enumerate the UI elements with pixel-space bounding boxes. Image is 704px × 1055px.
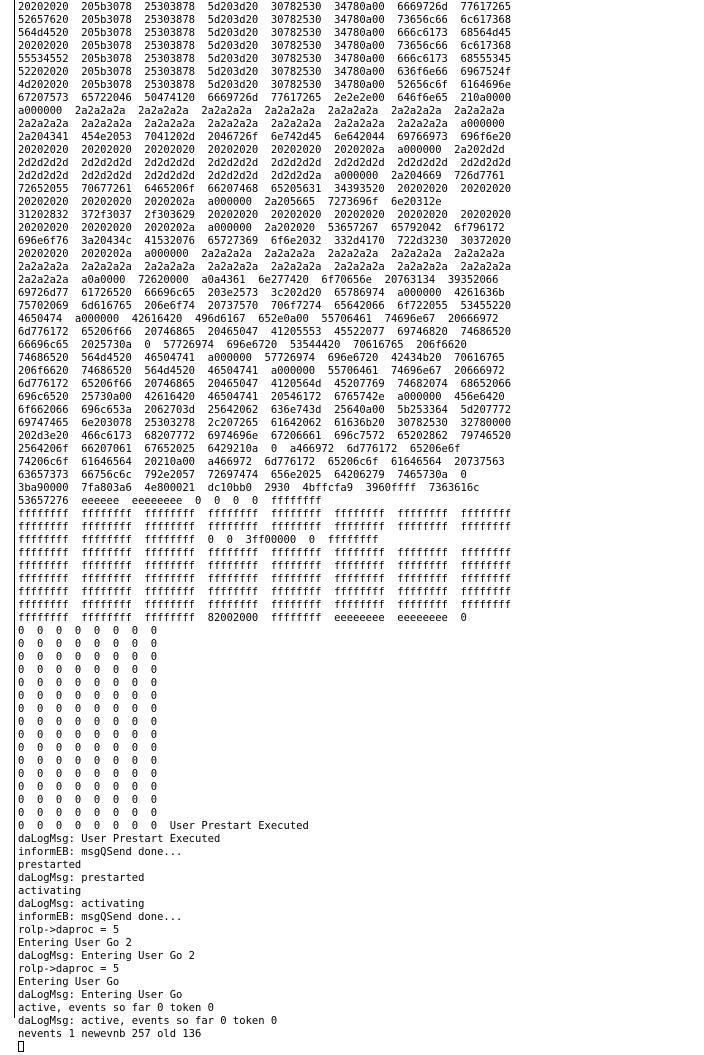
terminal-line: ffffffff ffffffff ffffffff ffffffff ffffffff ffffffff ffffffff ffffffff (18, 573, 512, 585)
terminal-line: 2a204341 454e2053 7041202d 2046726f 6e742d45 6e642044 69766973 696f6e20 (18, 131, 512, 143)
terminal-line: 69726d77 61726520 66696c65 203e2573 3c202d20 65786974 a000000 4261636b (18, 287, 505, 299)
terminal-line: 52202020 205b3078 25303878 5d203d20 30782530 34780a00 636f6e66 6967524f (18, 66, 512, 78)
terminal-line: ffffffff ffffffff ffffffff ffffffff ffffffff ffffffff ffffffff ffffffff (18, 586, 512, 598)
terminal-line: 20202020 20202020 2020202a a000000 2a202020 53657267 65792042 6f796172 (18, 222, 505, 234)
terminal-line: 2d2d2d2d 2d2d2d2d 2d2d2d2d 2d2d2d2d 2d2d2d2d 2d2d2d2d 2d2d2d2d 2d2d2d2d (18, 157, 512, 169)
terminal-line: 75702069 6d616765 206e6f74 20737570 706f7274 65642066 6f722055 53455220 (18, 300, 512, 312)
terminal-prompt-line[interactable] (18, 1041, 704, 1054)
terminal-line: daLogMsg: prestarted (18, 872, 145, 884)
terminal-line: 2d2d2d2d 2d2d2d2d 2d2d2d2d 2d2d2d2d 2d2d2d2a a000000 2a204669 726d7761 (18, 170, 505, 182)
terminal-line: 0 0 0 0 0 0 0 0 (18, 625, 158, 637)
terminal-line: ffffffff ffffffff ffffffff ffffffff ffffffff ffffffff ffffffff ffffffff (18, 560, 512, 572)
terminal-line: informEB: msgQSend done... (18, 911, 183, 923)
terminal-line: ffffffff ffffffff ffffffff 82002000 ffffffff eeeeeeee eeeeeeee 0 (18, 612, 467, 624)
terminal-line: 0 0 0 0 0 0 0 0 (18, 742, 158, 754)
terminal-line: 0 0 0 0 0 0 0 0 (18, 807, 158, 819)
terminal-line: 0 0 0 0 0 0 0 0 (18, 794, 158, 806)
terminal-line: nevents 1 newevnb 257 old 136 (18, 1028, 202, 1040)
terminal-line: rolp->daproc = 5 (18, 924, 120, 936)
terminal-line: 20202020 20202020 2020202a a000000 2a205665 7273696f 6e20312e (18, 196, 442, 208)
terminal-line: ffffffff ffffffff ffffffff ffffffff ffffffff ffffffff ffffffff ffffffff (18, 521, 512, 533)
terminal-line: daLogMsg: Entering User Go 2 (18, 950, 196, 962)
terminal-line: 2a2a2a2a 2a2a2a2a 2a2a2a2a 2a2a2a2a 2a2a2a2a 2a2a2a2a 2a2a2a2a a000000 (18, 118, 505, 130)
terminal-left-border (14, 0, 15, 1018)
terminal-line: 55534552 205b3078 25303878 5d203d20 30782530 34780a00 666c6173 68555345 (18, 53, 512, 65)
terminal-line: 6f662066 696c653a 2062703d 25642062 636e743d 25640a00 5b253364 5d207772 (18, 404, 512, 416)
terminal-line: 67207573 65722046 50474120 6669726d 77617265 2e2e2e00 646f6e65 210a0000 (18, 92, 512, 104)
terminal-line: prestarted (18, 859, 82, 871)
terminal-line: 0 0 0 0 0 0 0 0 (18, 755, 158, 767)
terminal-line: 72652055 70677261 6465206f 66207468 65205631 34393520 20202020 20202020 (18, 183, 512, 195)
terminal-line: 0 0 0 0 0 0 0 0 User Prestart Executed (18, 820, 309, 832)
terminal-line: active, events so far 0 token 0 (18, 1002, 214, 1014)
terminal-line: informEB: msgQSend done... (18, 846, 183, 858)
terminal-line: 63657373 66756c6c 792e2057 72697474 656e2025 64206279 7465730a 0 (18, 469, 467, 481)
terminal-line: daLogMsg: active, events so far 0 token 0 (18, 1015, 278, 1027)
terminal-line: a000000 2a2a2a2a 2a2a2a2a 2a2a2a2a 2a2a2a2a 2a2a2a2a 2a2a2a2a 2a2a2a2a (18, 105, 505, 117)
terminal-output (18, 1, 704, 1054)
terminal-line: ffffffff ffffffff ffffffff ffffffff ffffffff ffffffff ffffffff ffffffff (18, 599, 512, 611)
terminal-line: 202d3e20 466c6173 68207772 6974696e 67206661 696c7572 65202862 79746520 (18, 430, 512, 442)
terminal-line: 206f6620 74686520 564d4520 46504741 a000000 55706461 74696e67 20666972 (18, 365, 505, 377)
terminal-line: 0 0 0 0 0 0 0 0 (18, 651, 158, 663)
terminal-line: 20202020 20202020 20202020 20202020 20202020 2020202a a000000 2a202d2d (18, 144, 505, 156)
text-cursor (18, 1041, 24, 1052)
terminal-line: 52657620 205b3078 25303878 5d203d20 30782530 34780a00 73656c66 6c617368 (18, 14, 512, 26)
terminal-line: activating (18, 885, 82, 897)
terminal-line: 0 0 0 0 0 0 0 0 (18, 716, 158, 728)
terminal-line: ffffffff ffffffff ffffffff ffffffff ffffffff ffffffff ffffffff ffffffff (18, 508, 512, 520)
terminal-line: 69747465 6e203078 25303278 2c207265 61642062 61636b20 30782530 32780000 (18, 417, 512, 429)
terminal-line: 0 0 0 0 0 0 0 0 (18, 781, 158, 793)
terminal-line: Entering User Go (18, 976, 120, 988)
terminal-line: 66696c65 2025730a 0 57726974 696e6720 53544420 70616765 206f6620 (18, 339, 467, 351)
terminal-line: 4d202020 205b3078 25303878 5d203d20 30782530 34780a00 52656c6f 6164696e (18, 79, 512, 91)
terminal-line: 74206c6f 61646564 20210a00 a466972 6d776172 65206c6f 61646564 20737563 (18, 456, 505, 468)
terminal-line: ffffffff ffffffff ffffffff 0 0 3ff00000 0 ffffffff (18, 534, 379, 546)
terminal-line: daLogMsg: Entering User Go (18, 989, 183, 1001)
terminal-line: daLogMsg: User Prestart Executed (18, 833, 221, 845)
terminal-line: 0 0 0 0 0 0 0 0 (18, 638, 158, 650)
terminal-line: 564d4520 205b3078 25303878 5d203d20 30782530 34780a00 666c6173 68564d45 (18, 27, 512, 39)
terminal-line: 0 0 0 0 0 0 0 0 (18, 768, 158, 780)
terminal-line: 6d776172 65206f66 20746865 20465047 4120564d 45207769 74682074 68652066 (18, 378, 512, 390)
terminal-line: 0 0 0 0 0 0 0 0 (18, 664, 158, 676)
terminal-line: 20202020 2020202a a000000 2a2a2a2a 2a2a2a2a 2a2a2a2a 2a2a2a2a 2a2a2a2a (18, 248, 505, 260)
terminal-line: 31202832 372f3037 2f303629 20202020 20202020 20202020 20202020 20202020 (18, 209, 512, 221)
terminal-line: 53657276 eeeeee eeeeeeee 0 0 0 0 ffffffff (18, 495, 322, 507)
terminal-line: 2564206f 66207061 67652025 6429210a 0 a466972 6d776172 65206e6f (18, 443, 461, 455)
terminal-line: ffffffff ffffffff ffffffff ffffffff ffffffff ffffffff ffffffff ffffffff (18, 547, 512, 559)
terminal-line: 20202020 205b3078 25303878 5d203d20 30782530 34780a00 73656c66 6c617368 (18, 40, 512, 52)
terminal-line: 20202020 205b3078 25303878 5d203d20 30782530 34780a00 6669726d 77617265 (18, 1, 512, 13)
terminal-line: Entering User Go 2 (18, 937, 132, 949)
terminal-line: 2a2a2a2a a0a0000 72620000 a0a4361 6e277420 6f70656e 20763134 39352066 (18, 274, 499, 286)
terminal-line: 0 0 0 0 0 0 0 0 (18, 703, 158, 715)
terminal-line: 696e6f76 3a20434c 41532076 65727369 6f6e2032 332d4170 722d3230 30372020 (18, 235, 512, 247)
terminal-line: 2a2a2a2a 2a2a2a2a 2a2a2a2a 2a2a2a2a 2a2a2a2a 2a2a2a2a 2a2a2a2a 2a2a2a2a (18, 261, 512, 273)
terminal-line: 3ba90000 7fa803a6 4e800021 dc10bb0 2930 4bffcfa9 3960ffff 7363616c (18, 482, 480, 494)
terminal-line: 74686520 564d4520 46504741 a000000 57726974 696e6720 42434b20 70616765 (18, 352, 505, 364)
terminal-line: rolp->daproc = 5 (18, 963, 120, 975)
terminal-line: 696c6520 25730a00 42616420 46504741 20546172 6765742e a000000 456e6420 (18, 391, 505, 403)
terminal-line: 0 0 0 0 0 0 0 0 (18, 729, 158, 741)
terminal-line: 0 0 0 0 0 0 0 0 (18, 677, 158, 689)
terminal-line: 4650474 a000000 42616420 496d6167 652e0a00 55706461 74696e67 20666972 (18, 313, 499, 325)
terminal-line: 0 0 0 0 0 0 0 0 (18, 690, 158, 702)
terminal-line: 6d776172 65206f66 20746865 20465047 41205553 45522077 69746820 74686520 (18, 326, 512, 338)
terminal-line: daLogMsg: activating (18, 898, 145, 910)
